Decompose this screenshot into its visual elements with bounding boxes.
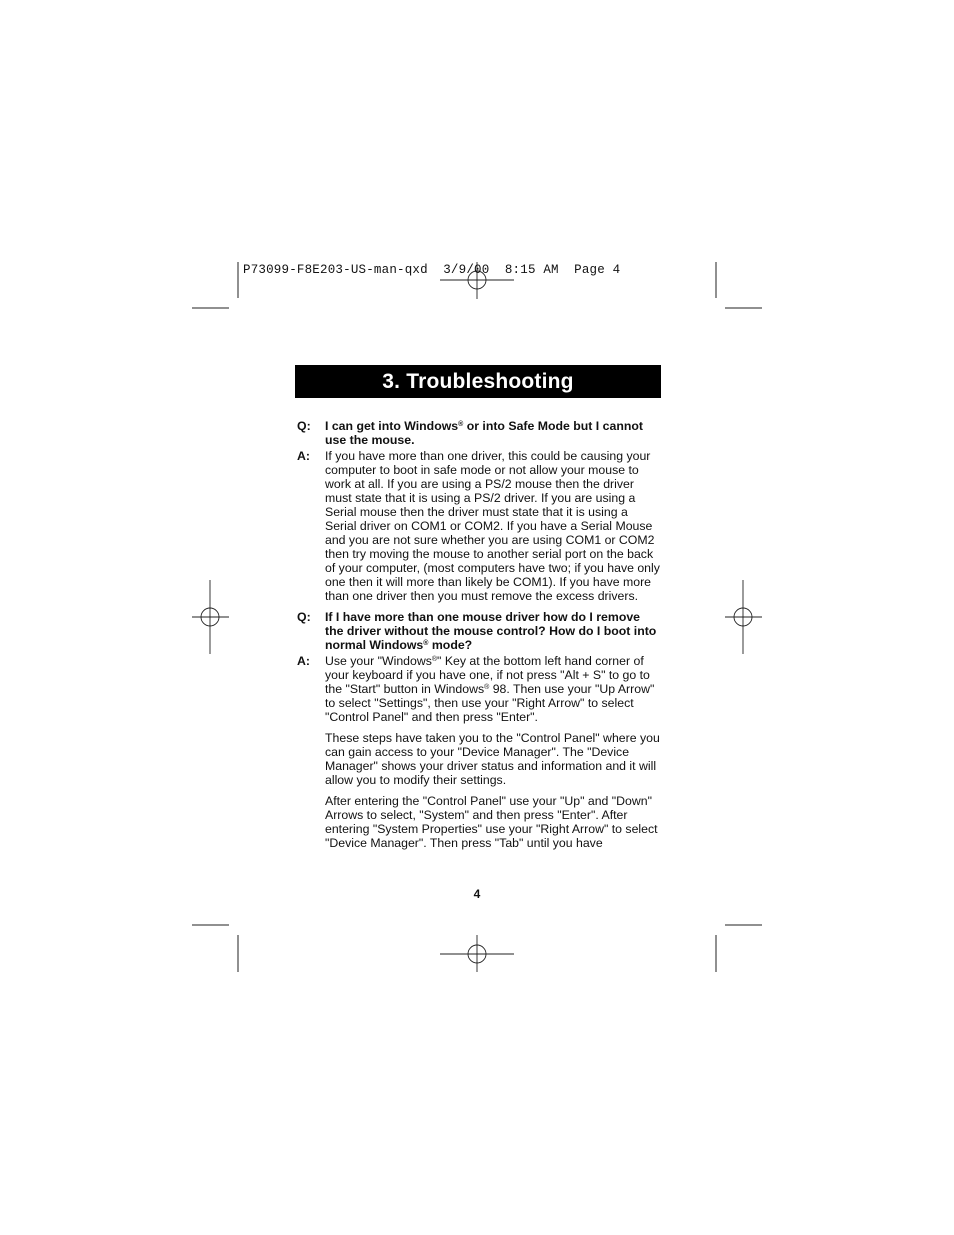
answer-label: A:	[297, 654, 310, 668]
section-title: 3. Troubleshooting	[382, 369, 574, 393]
answer-1	[297, 449, 661, 603]
answer-label: A:	[297, 449, 310, 463]
question-1	[297, 419, 661, 447]
troubleshooting-content	[297, 419, 661, 850]
answer-text	[325, 654, 661, 724]
registered-mark: ®	[484, 684, 490, 691]
question-label: Q:	[297, 419, 311, 433]
registered-mark: ®	[431, 656, 438, 663]
answer-text-part: 98. Then use your "Up Arrow" to select "Settings", then use your "Right Arrow" to select "Control Panel" and then press "Enter".	[325, 682, 655, 724]
question-text-part: If I have more than one mouse driver how do I remove the driver without the mouse control? How do I boot into normal Windows	[325, 610, 657, 652]
answer-paragraph: After entering the "Control Panel" use your "Up" and "Down" Arrows to select, "System" and then press "Enter". After entering "System Properties" use your "Right Arrow" to select "Device Manager". Then press "Tab" until you have	[325, 794, 658, 850]
question-label: Q:	[297, 610, 311, 624]
section-title-banner	[295, 365, 661, 398]
question-text	[325, 610, 661, 652]
page-number: 4	[473, 887, 481, 901]
answer-text-part: " Key at the bottom left hand corner of your keyboard if you have one, if not press "Alt + S" to go to the "Start" button in Windows	[325, 654, 650, 696]
question-text	[325, 419, 661, 447]
print-slug-line: P73099-F8E203-US-man-qxd 3/9/00 8:15 AM Page 4	[243, 263, 621, 277]
question-2	[297, 610, 661, 652]
answer-2	[297, 654, 661, 724]
registered-mark: ®	[458, 421, 464, 428]
registered-mark: ®	[423, 640, 429, 647]
question-text-part: mode?	[428, 638, 473, 652]
answer-text: If you have more than one driver, this could be causing your computer to boot in safe mode or not allow your mouse to work at all. If you are using a PS/2 mouse then the driver must state that it is using a PS/2 driver. If you are using a Serial mouse then the driver must state that it is using a Serial driver on COM1 or COM2. If you have a Serial Mouse and you are not sure whether you are using COM1 or COM2 then try moving the mouse to another serial port on the back of your computer, (most computers have two; if you have only one then it will more than likely be COM1). If you have more than one driver then you must remove the excess drivers.	[325, 449, 660, 603]
answer-paragraph: These steps have taken you to the "Control Panel" where you can gain access to your "Device Manager". The "Device Manager" shows your driver status and information and it will allow you to modify their settings.	[325, 731, 660, 787]
question-text-part: I can get into Windows	[325, 419, 459, 433]
question-text-part: or into Safe Mode but I cannot use the mouse.	[325, 419, 643, 447]
answer-text-part: Use your "Windows	[325, 654, 432, 668]
